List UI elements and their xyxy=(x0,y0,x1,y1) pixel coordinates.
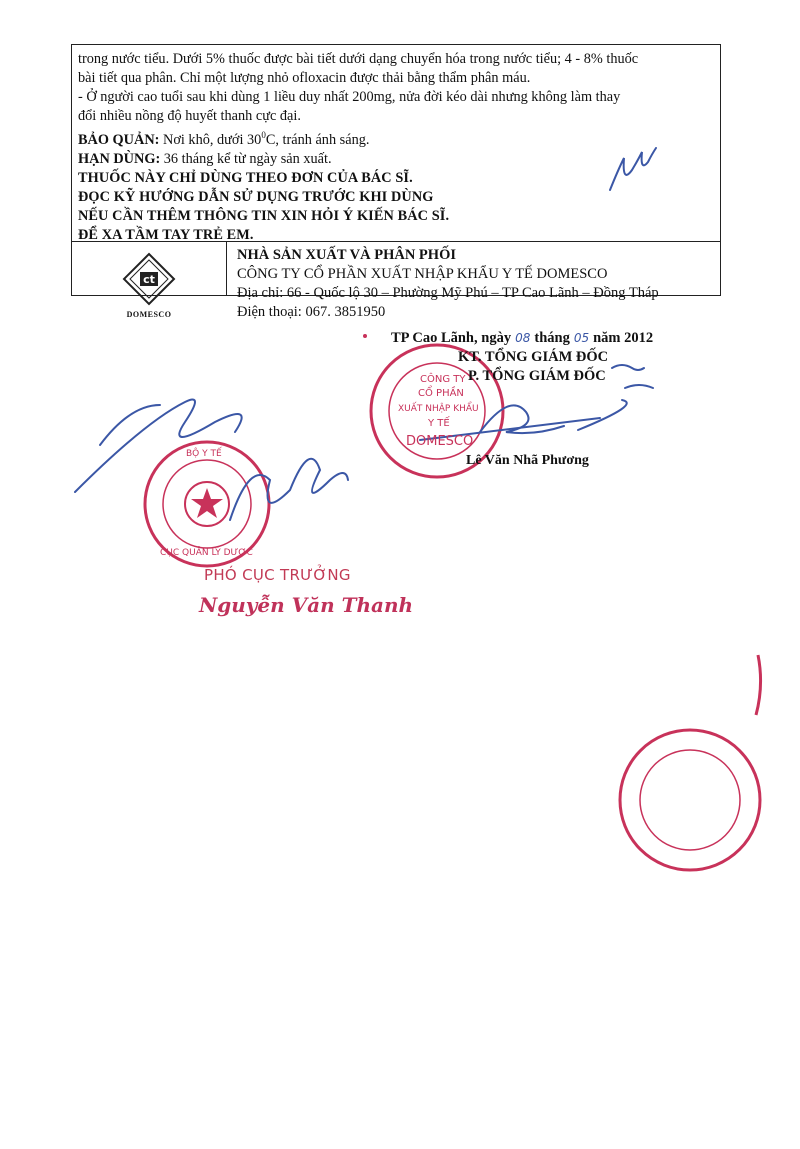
body-line: đổi nhiều nồng độ huyết thanh cực đại. xyxy=(78,108,301,124)
body-line: bài tiết qua phân. Chỉ một lượng nhỏ ofloxacin được thải bằng thẩm phân máu. xyxy=(78,70,531,86)
seal-line: DOMESCO xyxy=(406,434,474,449)
gov-seal-top: BỘ Y TẾ xyxy=(186,449,222,459)
date-year: năm 2012 xyxy=(593,330,654,346)
expiry-label: HẠN DÙNG: xyxy=(78,150,161,167)
body-line: trong nước tiểu. Dưới 5% thuốc được bài tiết dưới dạng chuyển hóa trong nước tiểu; 4 - 8% thuốc xyxy=(78,51,639,67)
company-name: CÔNG TY CỔ PHẦN XUẤT NHẬP KHẨU Y TẾ DOMESCO xyxy=(237,266,608,282)
seal-line: CÔNG TY xyxy=(420,374,466,385)
logo-text: DOMESCO xyxy=(126,310,172,319)
seal-line: XUẤT NHẬP KHẨU xyxy=(398,404,479,414)
gov-signer-name: Nguyễn Văn Thanh xyxy=(199,593,414,617)
signing-date xyxy=(391,330,653,347)
signer-title-1: KT. TỔNG GIÁM ĐỐC xyxy=(458,349,609,365)
warning-children: ĐỂ XA TẦM TAY TRẺ EM. xyxy=(78,226,254,243)
storage-label: BẢO QUẢN: xyxy=(78,131,160,148)
seal-line: Y TẾ xyxy=(428,418,450,429)
info-box xyxy=(71,44,721,320)
svg-text:ct: ct xyxy=(143,273,155,286)
gov-seal-bottom: CỤC QUẢN LÝ DƯỢC xyxy=(160,548,253,558)
signer-name: Lê Văn Nhã Phương xyxy=(466,453,589,468)
company-phone: Điện thoại: 067. 3851950 xyxy=(237,304,386,320)
warning-read-instructions: ĐỌC KỸ HƯỚNG DẪN SỬ DỤNG TRƯỚC KHI DÙNG xyxy=(78,188,434,205)
warning-ask-doctor: NẾU CẦN THÊM THÔNG TIN XIN HỎI Ý KIẾN BÁC SĨ. xyxy=(78,207,450,224)
company-info xyxy=(237,246,659,322)
body-line: - Ở người cao tuổi sau khi dùng 1 liều duy nhất 200mg, nửa đời kéo dài nhưng không làm thay xyxy=(78,89,621,105)
warning-prescription: THUỐC NÀY CHỈ DÙNG THEO ĐƠN CỦA BÁC SĨ. xyxy=(78,169,413,186)
signer-title-2: P. TỔNG GIÁM ĐỐC xyxy=(468,368,606,384)
logo-cell xyxy=(72,242,227,319)
manufacturer-row xyxy=(72,242,720,320)
date-day: 08 xyxy=(515,331,531,345)
partial-seal-icon xyxy=(620,655,761,870)
date-month: 05 xyxy=(573,331,590,345)
manufacturer-heading: NHÀ SẢN XUẤT VÀ PHÂN PHỐI xyxy=(237,247,456,263)
company-address: Địa chỉ: 66 - Quốc lộ 30 – Phường Mỹ Phú – TP Cao Lãnh – Đồng Tháp xyxy=(237,285,659,301)
leaflet-text xyxy=(72,45,720,241)
storage-text-post: C, tránh ánh sáng. xyxy=(265,131,370,148)
date-month-label: tháng xyxy=(534,330,570,346)
storage-text: Nơi khô, dưới 30 xyxy=(159,131,262,148)
expiry-line xyxy=(78,150,714,169)
storage-degree: 0 xyxy=(261,130,266,140)
seal-line: CỔ PHẦN xyxy=(418,388,464,399)
domesco-logo-icon xyxy=(122,252,176,306)
expiry-text: 36 tháng kể từ ngày sản xuất. xyxy=(160,150,332,167)
gov-signer-title: PHÓ CỤC TRƯỞNG xyxy=(204,566,351,584)
date-prefix: TP Cao Lãnh, ngày xyxy=(391,330,512,346)
storage-line xyxy=(78,126,714,150)
